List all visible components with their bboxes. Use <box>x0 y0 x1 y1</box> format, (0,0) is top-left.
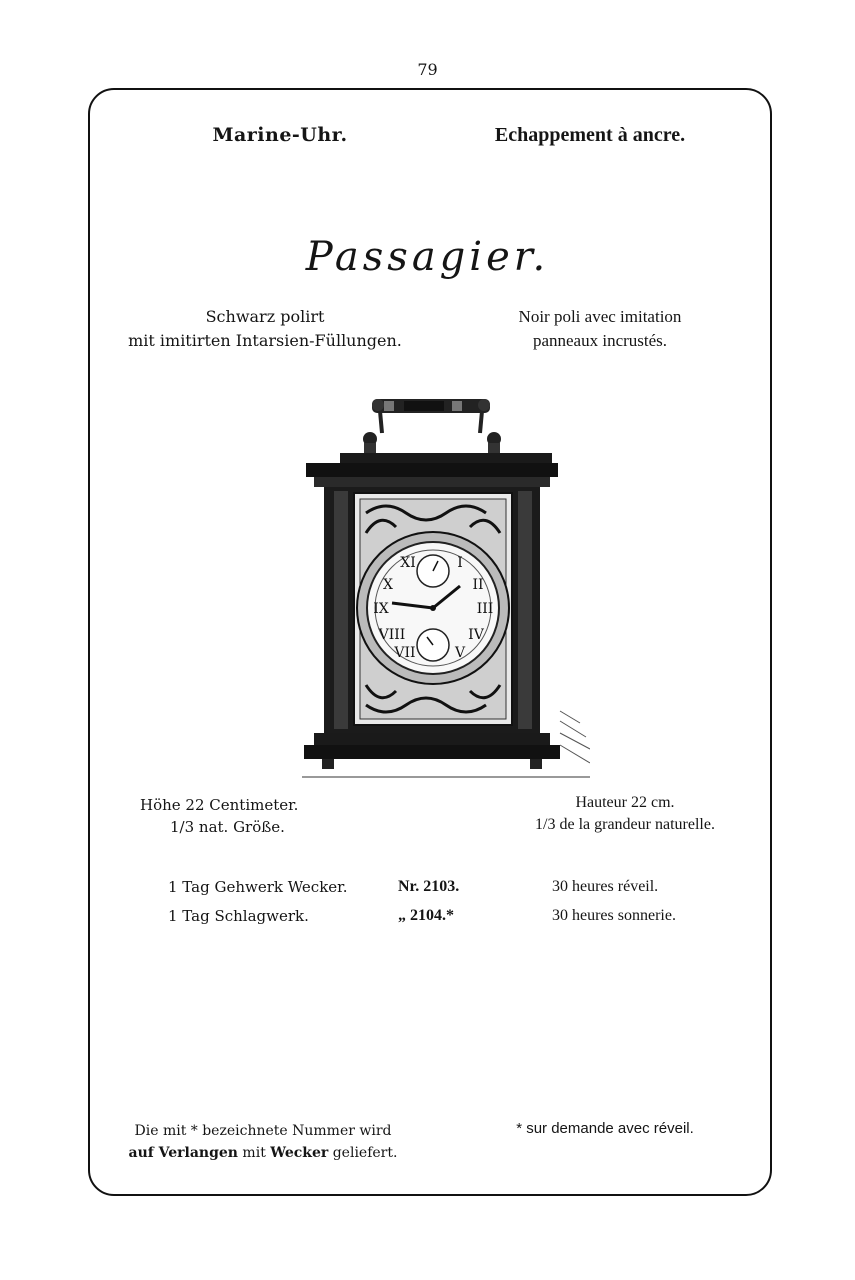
header-left: Marine-Uhr. <box>212 124 348 146</box>
dimensions-german <box>140 794 360 838</box>
footnote-german-line1: Die mit * bezeichnete Nummer wird <box>134 1123 392 1139</box>
footnote-french: * sur demande avec réveil. <box>516 1120 694 1137</box>
description-german-line1: Schwarz polirt <box>205 307 325 326</box>
dimensions-german-height: Höhe 22 Centimeter. <box>140 796 299 814</box>
footnote-bold-2: Wecker <box>270 1145 329 1161</box>
footnote-bold-1: auf Verlangen <box>128 1145 238 1161</box>
svg-text:II: II <box>472 577 484 593</box>
description-french-line2: panneaux incrustés. <box>532 331 668 350</box>
svg-text:V: V <box>454 645 466 661</box>
model-row-1-french: 30 heures réveil. <box>552 878 659 895</box>
svg-text:VIII: VIII <box>378 627 406 643</box>
svg-text:I: I <box>457 555 463 571</box>
svg-text:IX: IX <box>373 601 389 617</box>
footnote-mid: mit <box>237 1145 271 1161</box>
dimensions-german-scale: 1/3 nat. Größe. <box>170 818 285 836</box>
carriage-clock-illustration <box>300 393 590 783</box>
dimensions-french-scale: 1/3 de la grandeur naturelle. <box>535 816 715 833</box>
dimensions-french <box>500 792 750 836</box>
footnote-end: geliefert. <box>328 1145 398 1161</box>
page-title: Passagier. <box>305 234 550 280</box>
page-number: 79 <box>417 60 438 79</box>
svg-text:VII: VII <box>394 645 416 661</box>
description-french-line1: Noir poli avec imitation <box>518 307 682 326</box>
header-right: Echappement à ancre. <box>494 124 686 146</box>
dimensions-french-height: Hauteur 22 cm. <box>575 794 675 811</box>
footnote-german <box>108 1120 418 1164</box>
svg-text:X: X <box>383 577 393 593</box>
svg-text:XI: XI <box>400 555 416 571</box>
model-row-1-german: 1 Tag Gehwerk Wecker. <box>168 878 348 896</box>
svg-text:III: III <box>476 601 494 617</box>
model-row-2-german: 1 Tag Schlagwerk. <box>168 907 309 925</box>
footnote-german-line2 <box>108 1142 418 1164</box>
description-german <box>100 305 430 353</box>
model-row-2-french: 30 heures sonnerie. <box>552 907 676 924</box>
description-french <box>460 305 740 353</box>
model-row-1-number: Nr. 2103. <box>398 878 460 895</box>
model-row-2-number: „ 2104.* <box>398 907 454 924</box>
handle-icon <box>363 399 501 453</box>
svg-text:IV: IV <box>468 627 484 643</box>
description-german-line2: mit imitirten Intarsien-Füllungen. <box>128 331 402 350</box>
